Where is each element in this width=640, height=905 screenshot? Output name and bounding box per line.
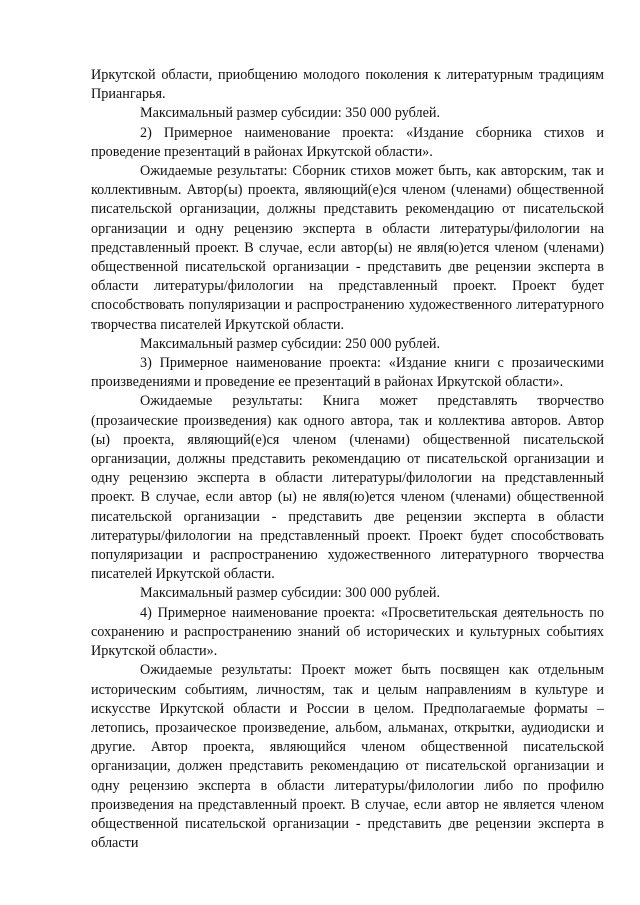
paragraph-project-4-results: Ожидаемые результаты: Проект может быть посвящен как отдельным историческим событиям, личностям, так и целым направлениям в культуре и искусстве Иркутской области и России в целом. Предполагаемые форматы – летопись, прозаическое произведение, альбом, альманах, открытки, аудиодиски и другие. Автор проекта, являющийся членом общественной писательской организации, должен представить рекомендацию от писательской организации и одну рецензию эксперта в области литературы/филологии либо по профилю произведения на представленный проект. В случае, если автор не является членом общественной писательской организации - представить две рецензии эксперта в области (91, 662, 604, 852)
paragraph-max-subsidy-1: Максимальный размер субсидии: 350 000 рублей. (140, 105, 441, 122)
paragraph-max-subsidy-2: Максимальный размер субсидии: 250 000 рублей. (140, 335, 441, 352)
paragraph-max-subsidy-3: Максимальный размер субсидии: 300 000 рублей. (140, 585, 441, 602)
paragraph-1: Иркутской области, приобщению молодого поколения к литературным традициям Приангарья. (91, 67, 604, 103)
paragraph-project-2-title: 2) Примерное наименование проекта: «Издание сборника стихов и проведение презентаций в районах Иркутской области». (91, 124, 604, 160)
paragraph-project-3-title: 3) Примерное наименование проекта: «Издание книги с прозаическими произведениями и проведение ее презентаций в районах Иркутской области». (91, 355, 604, 391)
document-body (91, 66, 604, 853)
paragraph-project-3-results: Ожидаемые результаты: Книга может представлять творчество (прозаические произведения) как одного автора, так и коллектива авторов. Автор (ы) проекта, являющий(е)ся членом (членами) общественной писательской организации, должны представить рекомендацию от писательской организации и одну рецензию эксперта в области литературы/филологии на представленный проект. В случае, если автор (ы) не явля(ю)ется членом (членами) общественной писательской организации - представить две рецензии эксперта в области литературы/филологии на представленный проект. Проект будет способствовать популяризации и распространению художественного литературного творчества писателей Иркутской области. (91, 393, 604, 583)
paragraph-project-4-title: 4) Примерное наименование проекта: «Просветительская деятельность по сохранению и распространению знаний об исторических и культурных событиях Иркутской области». (91, 604, 604, 660)
paragraph-project-2-results: Ожидаемые результаты: Сборник стихов может быть, как авторским, так и коллективным. Автор(ы) проекта, являющий(е)ся членом (членами) общественной писательской организации, должны представить рекомендацию от писательской организации и одну рецензию эксперта в области литературы/филологии на представленный проект. В случае, если автор(ы) не явля(ю)ется членом (членами) общественной писательской организации - представить две рецензии эксперта в области литературы/филологии на представленный проект. Проект будет способствовать популяризации и распространению художественного литературного творчества писателей Иркутской области. (91, 163, 604, 333)
